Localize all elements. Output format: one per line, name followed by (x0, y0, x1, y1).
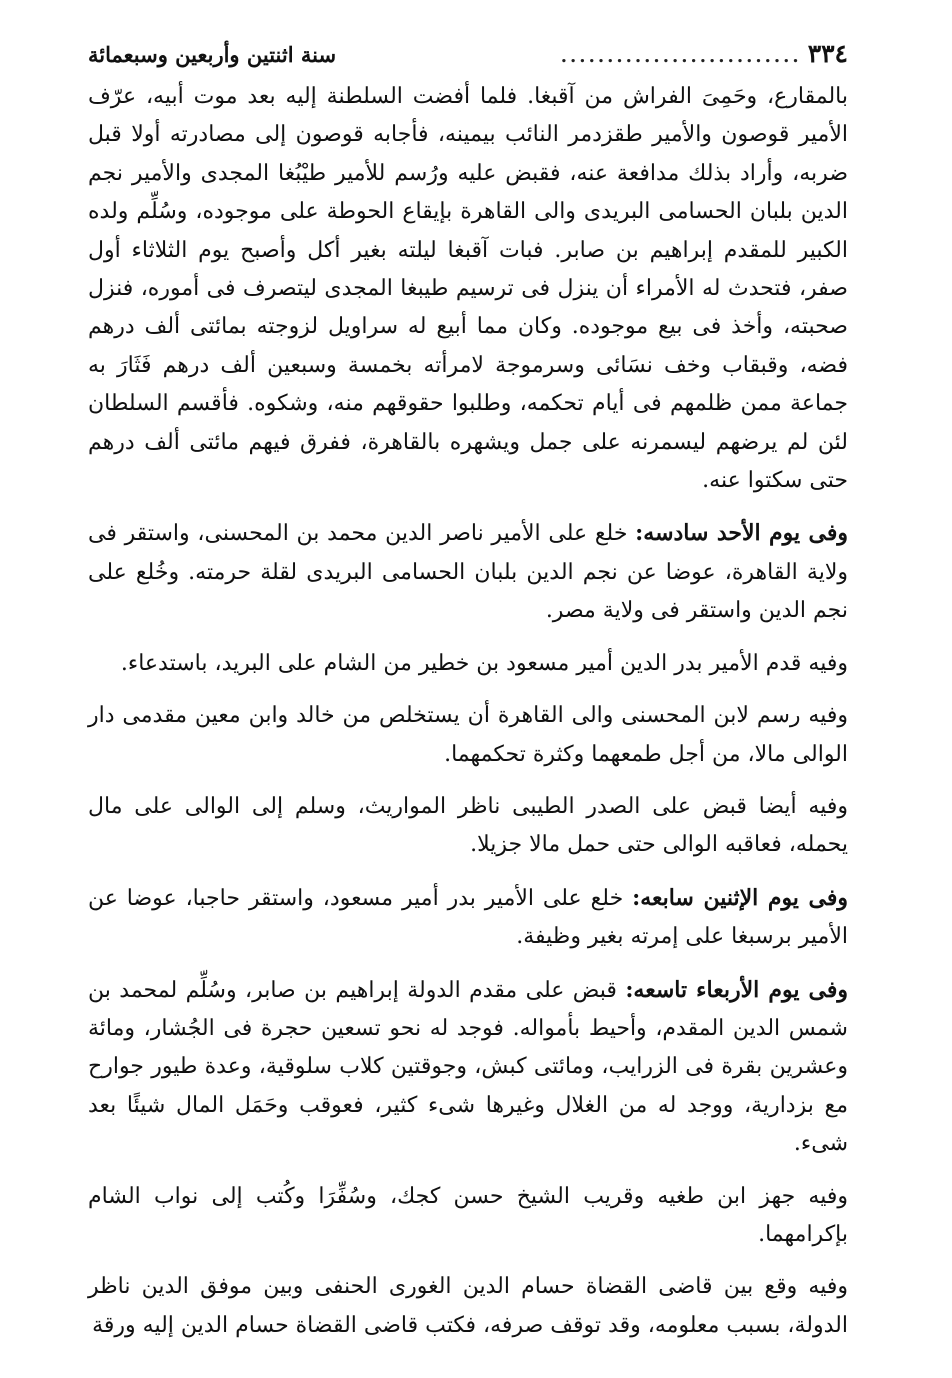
paragraph (88, 879, 848, 957)
paragraph-text: وفيه وقع بين قاضى القضاة حسام الدين الغورى الحنفى وبين موفق الدين ناظر الدولة، بسبب معلومه، وقد توقف صرفه، فكتب قاضى القضاة حسام الدين إليه ورقة (88, 1274, 848, 1338)
paragraph (88, 1268, 848, 1345)
page-number: ٣٣٤ (807, 39, 848, 68)
paragraph (88, 514, 848, 630)
book-page (88, 34, 848, 1364)
paragraph-text: خلع على الأمير بدر أمير مسعود، واستقر حاجبا، عوضا عن الأمير برسبغا على إمرته بغير وظيفة. (88, 885, 848, 950)
paragraph-text: بالمقارع، وحَمِىَ الفراش من آقبغا. فلما أفضت السلطنة إليه بعد موت أبيه، عرّف الأمير قوصون والأمير طقزدمر النائب بيمينه، فأجابه قوصون إلى مصادرته أولا قبل ضربه، وأراد بذلك مدافعة عنه، فقبض عليه ورُسم للأمير طيْبُغا المجدى والأمير نجم الدين بلبان الحسامى البريدى والى القاهرة بإيقاع الحوطة على موجوده، وسُلِّم ولده الكبير للمقدم إبراهيم بن صابر. فبات آقبغا ليلته بغير أكل وأصبح يوم الثلاثاء أول صفر، فتحدث له الأمراء أن ينزل فى ترسيم طيبغا المجدى ليتصرف فى أموره، فنزل صحبته، وأخذ فى بيع موجوده. وكان مما أبيع له سراويل لزوجته بمائتى ألف درهم فضه، وقبقاب وخف نسَائى وسرموجة لامرأته بخمسة وسبعين ألف درهم فَثَارَ به جماعة ممن ظلمهم فى أيام تحكمه، وطلبوا حقوقهم منه، وشكوه. فأقسم السلطان لئن لم يرضهم ليسمرنه على جمل ويشهره بالقاهرة، ففرق فيهم مائتى ألف درهم حتى سكتوا عنه. (88, 84, 848, 494)
paragraph-lead: وفى يوم الأربعاء تاسعه: (625, 976, 848, 1003)
paragraph-text: وفيه جهز ابن طغيه وقريب الشيخ حسن كجك، وسُفِّرَا وكُتب إلى نواب الشام بإكرامهما. (88, 1183, 848, 1247)
paragraph-text: خلع على الأمير ناصر الدين محمد بن المحسنى، واستقر فى ولاية القاهرة، عوضا عن نجم الدين بلبان الحسامى البريدى لقلة حرمته. وخُلع على نجم الدين واستقر فى ولاية مصر. (88, 521, 848, 624)
text-body (88, 78, 848, 1345)
paragraph-lead: وفى يوم الأحد سادسه: (635, 520, 848, 547)
paragraph (88, 788, 848, 865)
paragraph (88, 971, 848, 1164)
paragraph (88, 645, 848, 683)
paragraph-lead: وفى يوم الإثنين سابعه: (632, 884, 848, 911)
paragraph (88, 697, 848, 774)
paragraph-text: وفيه قدم الأمير بدر الدين أمير مسعود بن خطير من الشام على البريد، باستدعاء. (120, 650, 848, 676)
paragraph-text: قبض على مقدم الدولة إبراهيم بن صابر، وسُلِّم لمحمد بن شمس الدين المقدم، وأحيط بأمواله. فوجد له نحو تسعين حجرة فى الجُشار، ومائة وعشرين بقرة فى الزرايب، ومائتى كبش، وجوقتين كلاب سلوقية، وعدة طيور جوارح مع بزدارية، ووجد له من الغلال وغيرها شىء كثير، فعوقب وحَمَل المال شيئًا بعد شىء. (88, 977, 848, 1157)
running-title: سنة اثنتين وأربعين وسبعمائة (88, 42, 337, 67)
paragraph (88, 78, 848, 500)
paragraph (88, 1178, 848, 1255)
paragraph-text: وفيه رسم لابن المحسنى والى القاهرة أن يستخلص من خالد وابن معين مقدمى دار الوالى مالا، من أجل طمعهما وكثرة تحكمهما. (88, 703, 848, 767)
running-head (88, 34, 848, 74)
paragraph-text: وفيه أيضا قبض على الصدر الطيبى ناظر المواريث، وسلم إلى الوالى على مال يحمله، فعاقبه الوالى حتى حمل مالا جزيلا. (88, 793, 848, 858)
leader-dots: .......................... (560, 46, 802, 67)
